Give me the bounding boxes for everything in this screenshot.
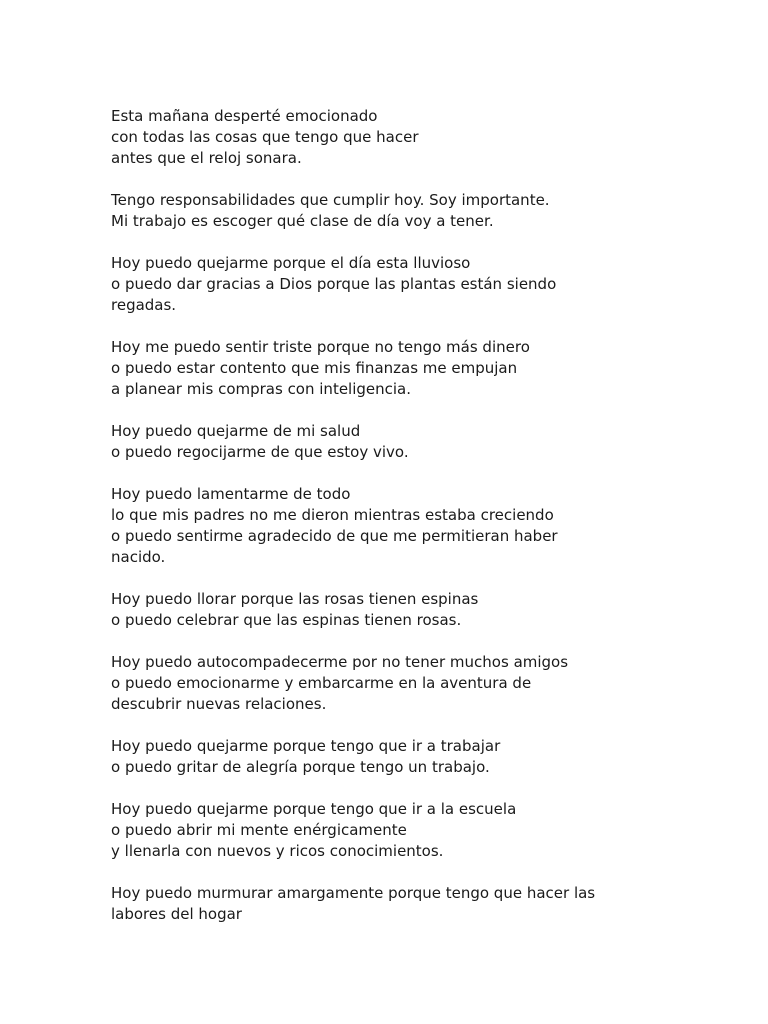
text-line: Mi trabajo es escoger qué clase de día voy a tener. xyxy=(111,212,494,230)
text-line: con todas las cosas que tengo que hacer xyxy=(111,128,419,146)
text-line: Hoy puedo quejarme porque tengo que ir a la escuela xyxy=(111,800,517,818)
stanza xyxy=(111,883,731,925)
text-line: Hoy puedo llorar porque las rosas tienen espinas xyxy=(111,590,479,608)
text-line: o puedo emocionarme y embarcarme en la aventura de xyxy=(111,674,532,692)
text-line: o puedo estar contento que mis finanzas me empujan xyxy=(111,359,518,377)
text-line: lo que mis padres no me dieron mientras estaba creciendo xyxy=(111,506,554,524)
stanza xyxy=(111,421,731,463)
text-line: o puedo sentirme agradecido de que me permitieran haber xyxy=(111,527,558,545)
text-line: Hoy puedo quejarme porque tengo que ir a trabajar xyxy=(111,737,501,755)
text-line: Hoy me puedo sentir triste porque no tengo más dinero xyxy=(111,338,530,356)
text-line: nacido. xyxy=(111,548,166,566)
stanza xyxy=(111,190,731,232)
text-line: Tengo responsabilidades que cumplir hoy. Soy importante. xyxy=(111,191,550,209)
text-line: a planear mis compras con inteligencia. xyxy=(111,380,412,398)
text-line: Esta mañana desperté emocionado xyxy=(111,107,378,125)
text-line: Hoy puedo lamentarme de todo xyxy=(111,485,351,503)
text-line: Hoy puedo murmurar amargamente porque tengo que hacer las xyxy=(111,884,596,902)
stanza xyxy=(111,799,731,862)
stanza xyxy=(111,736,731,778)
text-line: y llenarla con nuevos y ricos conocimientos. xyxy=(111,842,444,860)
text-line: Hoy puedo quejarme de mi salud xyxy=(111,422,361,440)
stanza xyxy=(111,484,731,568)
text-line: Hoy puedo quejarme porque el día esta lluvioso xyxy=(111,254,471,272)
poem-body xyxy=(111,106,731,946)
text-line: o puedo abrir mi mente enérgicamente xyxy=(111,821,407,839)
stanza xyxy=(111,253,731,316)
stanza xyxy=(111,652,731,715)
stanza xyxy=(111,589,731,631)
stanza xyxy=(111,106,731,169)
text-line: regadas. xyxy=(111,296,177,314)
text-line: o puedo gritar de alegría porque tengo un trabajo. xyxy=(111,758,490,776)
text-line: labores del hogar xyxy=(111,905,242,923)
text-line: o puedo regocijarme de que estoy vivo. xyxy=(111,443,409,461)
stanza xyxy=(111,337,731,400)
text-line: descubrir nuevas relaciones. xyxy=(111,695,327,713)
text-line: Hoy puedo autocompadecerme por no tener muchos amigos xyxy=(111,653,569,671)
text-line: antes que el reloj sonara. xyxy=(111,149,302,167)
text-line: o puedo dar gracias a Dios porque las plantas están siendo xyxy=(111,275,557,293)
text-line: o puedo celebrar que las espinas tienen rosas. xyxy=(111,611,462,629)
